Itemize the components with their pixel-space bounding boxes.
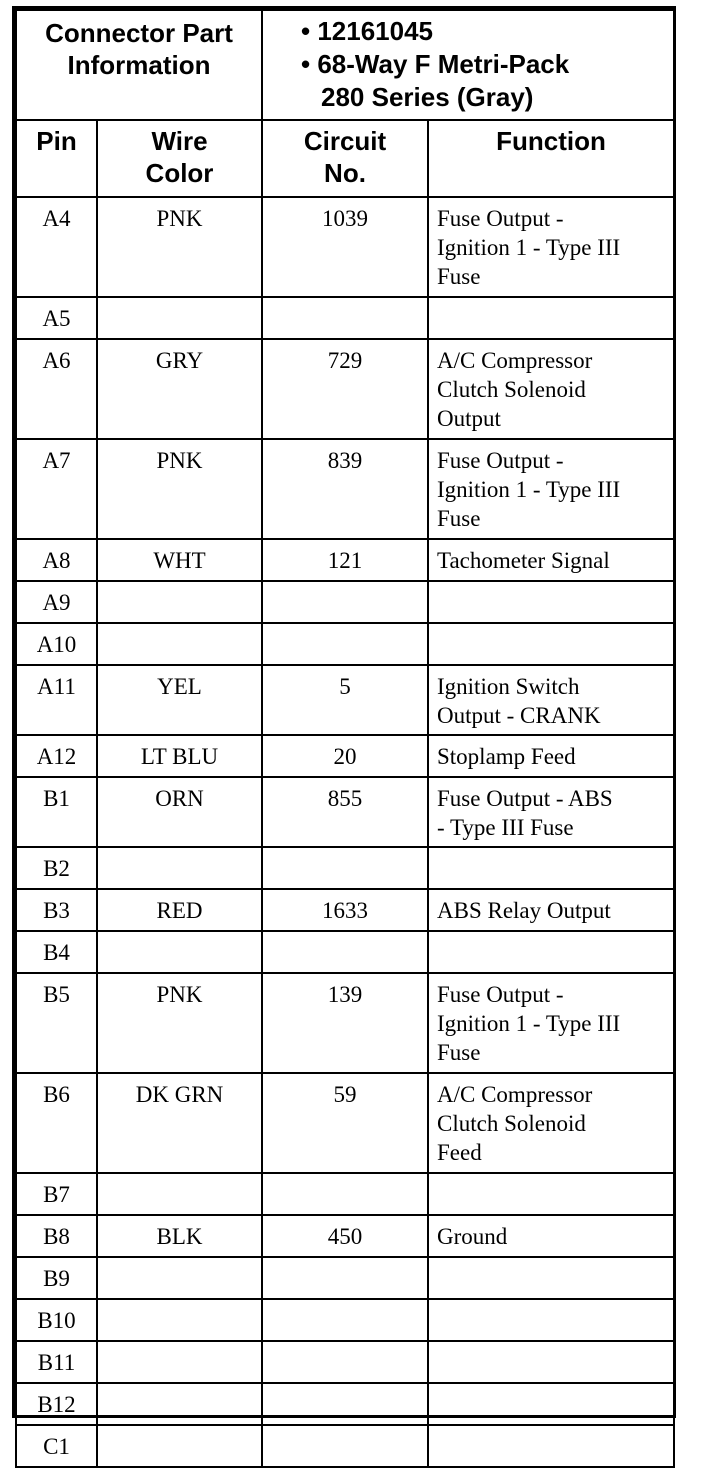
connector-part-number: • 12161045 bbox=[301, 16, 434, 46]
circuit-cell: 20 bbox=[262, 735, 428, 777]
wire-color-cell bbox=[97, 1299, 262, 1341]
column-header-wire-color bbox=[97, 120, 262, 197]
column-header-pin-label: Pin bbox=[36, 126, 77, 156]
connector-description-line1: • 68-Way F Metri-Pack bbox=[301, 49, 570, 79]
circuit-cell: 1633 bbox=[262, 889, 428, 931]
function-cell bbox=[428, 777, 674, 847]
wire-color-cell: PNK bbox=[97, 973, 262, 1073]
circuit-cell bbox=[262, 1425, 428, 1467]
wire-color-cell: PNK bbox=[97, 197, 262, 297]
wire-color-cell bbox=[97, 1383, 262, 1425]
table-row bbox=[16, 439, 674, 539]
pin-cell: B2 bbox=[16, 847, 97, 889]
circuit-cell: 450 bbox=[262, 1215, 428, 1257]
function-line: Clutch Solenoid bbox=[437, 377, 586, 402]
pin-cell: B12 bbox=[16, 1383, 97, 1425]
circuit-cell bbox=[262, 847, 428, 889]
pin-cell: A6 bbox=[16, 339, 97, 439]
circuit-cell: 139 bbox=[262, 973, 428, 1073]
function-line: Output - CRANK bbox=[437, 703, 601, 728]
function-line: Stoplamp Feed bbox=[437, 744, 576, 769]
circuit-cell bbox=[262, 623, 428, 665]
circuit-cell: 839 bbox=[262, 439, 428, 539]
wire-color-cell: ORN bbox=[97, 777, 262, 847]
wire-color-cell: GRY bbox=[97, 339, 262, 439]
column-header-wire-line1: Wire bbox=[151, 126, 208, 156]
function-line: Fuse bbox=[437, 506, 481, 531]
wire-color-cell: PNK bbox=[97, 439, 262, 539]
function-line: - Type III Fuse bbox=[437, 815, 574, 840]
table-row bbox=[16, 1341, 674, 1383]
circuit-cell bbox=[262, 1299, 428, 1341]
function-line: Tachometer Signal bbox=[437, 548, 610, 573]
connector-info-value bbox=[262, 10, 674, 120]
pin-cell: A10 bbox=[16, 623, 97, 665]
table-row bbox=[16, 197, 674, 297]
wire-color-cell bbox=[97, 847, 262, 889]
connector-label-line2: Information bbox=[67, 50, 211, 80]
connector-info-row bbox=[16, 10, 674, 120]
function-cell bbox=[428, 1341, 674, 1383]
function-line: Ignition 1 - Type III bbox=[437, 235, 621, 260]
pin-cell: B4 bbox=[16, 931, 97, 973]
wire-color-cell bbox=[97, 1257, 262, 1299]
function-cell bbox=[428, 539, 674, 581]
table-row bbox=[16, 623, 674, 665]
function-line: A/C Compressor bbox=[437, 348, 593, 373]
table-row bbox=[16, 889, 674, 931]
pin-cell: A5 bbox=[16, 297, 97, 339]
pin-cell: A8 bbox=[16, 539, 97, 581]
function-line: Fuse Output - bbox=[437, 206, 564, 231]
wire-color-cell bbox=[97, 581, 262, 623]
function-cell bbox=[428, 297, 674, 339]
function-line: ABS Relay Output bbox=[437, 898, 611, 923]
wire-color-cell: RED bbox=[97, 889, 262, 931]
column-header-circuit-no bbox=[262, 120, 428, 197]
wire-color-cell: LT BLU bbox=[97, 735, 262, 777]
circuit-cell bbox=[262, 1341, 428, 1383]
function-line: Ground bbox=[437, 1224, 508, 1249]
circuit-cell bbox=[262, 1383, 428, 1425]
pin-cell: B8 bbox=[16, 1215, 97, 1257]
function-cell bbox=[428, 735, 674, 777]
pin-cell: B3 bbox=[16, 889, 97, 931]
table-row bbox=[16, 847, 674, 889]
pin-cell: A4 bbox=[16, 197, 97, 297]
pin-cell: C1 bbox=[16, 1425, 97, 1467]
table-row bbox=[16, 339, 674, 439]
pin-cell: A9 bbox=[16, 581, 97, 623]
table-row bbox=[16, 1257, 674, 1299]
column-header-pin bbox=[16, 120, 97, 197]
pinout-rows bbox=[16, 197, 674, 1467]
function-cell bbox=[428, 197, 674, 297]
table-row bbox=[16, 539, 674, 581]
pin-cell: A11 bbox=[16, 665, 97, 735]
wire-color-cell bbox=[97, 623, 262, 665]
table-row bbox=[16, 581, 674, 623]
wire-color-cell bbox=[97, 931, 262, 973]
column-header-circuit-line2: No. bbox=[324, 158, 366, 188]
pin-cell: B6 bbox=[16, 1073, 97, 1173]
function-cell bbox=[428, 623, 674, 665]
connector-info-label bbox=[16, 10, 262, 120]
function-cell bbox=[428, 1173, 674, 1215]
function-cell bbox=[428, 581, 674, 623]
table-row bbox=[16, 1215, 674, 1257]
function-cell bbox=[428, 339, 674, 439]
function-line: Ignition 1 - Type III bbox=[437, 1011, 621, 1036]
wire-color-cell bbox=[97, 1425, 262, 1467]
function-cell bbox=[428, 931, 674, 973]
function-line: Fuse Output - bbox=[437, 448, 564, 473]
connector-table-sheet bbox=[12, 6, 676, 1459]
function-cell bbox=[428, 1257, 674, 1299]
wire-color-cell: YEL bbox=[97, 665, 262, 735]
connector-description-line2: 280 Series (Gray) bbox=[321, 82, 534, 112]
function-cell bbox=[428, 1383, 674, 1425]
circuit-cell bbox=[262, 1257, 428, 1299]
wire-color-cell bbox=[97, 1173, 262, 1215]
circuit-cell: 59 bbox=[262, 1073, 428, 1173]
circuit-cell: 729 bbox=[262, 339, 428, 439]
function-line: Fuse bbox=[437, 1040, 481, 1065]
function-line: Fuse Output - ABS bbox=[437, 786, 613, 811]
connector-label-line1: Connector Part bbox=[45, 18, 233, 48]
circuit-cell: 1039 bbox=[262, 197, 428, 297]
pin-cell: B7 bbox=[16, 1173, 97, 1215]
circuit-cell: 5 bbox=[262, 665, 428, 735]
column-header-row bbox=[16, 120, 674, 197]
function-cell bbox=[428, 1299, 674, 1341]
column-header-circuit-line1: Circuit bbox=[303, 126, 387, 156]
function-line: Ignition Switch bbox=[437, 674, 580, 699]
pin-cell: A12 bbox=[16, 735, 97, 777]
circuit-cell bbox=[262, 1173, 428, 1215]
table-row bbox=[16, 735, 674, 777]
function-cell bbox=[428, 439, 674, 539]
table-row bbox=[16, 1173, 674, 1215]
circuit-cell: 855 bbox=[262, 777, 428, 847]
function-line: Fuse Output - bbox=[437, 982, 564, 1007]
table-row bbox=[16, 777, 674, 847]
table-row bbox=[16, 1299, 674, 1341]
wire-color-cell bbox=[97, 1341, 262, 1383]
table-row bbox=[16, 1425, 674, 1467]
function-line: Output bbox=[437, 406, 501, 431]
function-cell bbox=[428, 847, 674, 889]
function-cell bbox=[428, 889, 674, 931]
table-row bbox=[16, 931, 674, 973]
function-cell bbox=[428, 1425, 674, 1467]
circuit-cell bbox=[262, 931, 428, 973]
circuit-cell bbox=[262, 581, 428, 623]
table-row bbox=[16, 297, 674, 339]
pin-cell: B10 bbox=[16, 1299, 97, 1341]
table-row bbox=[16, 665, 674, 735]
pin-cell: B11 bbox=[16, 1341, 97, 1383]
wire-color-cell bbox=[97, 297, 262, 339]
column-header-function bbox=[428, 120, 674, 197]
table-row bbox=[16, 1383, 674, 1425]
wire-color-cell: BLK bbox=[97, 1215, 262, 1257]
pin-cell: B1 bbox=[16, 777, 97, 847]
wire-color-cell: DK GRN bbox=[97, 1073, 262, 1173]
function-cell bbox=[428, 1073, 674, 1173]
table-row bbox=[16, 1073, 674, 1173]
table-row bbox=[16, 973, 674, 1073]
column-header-wire-line2: Color bbox=[145, 158, 214, 188]
connector-pinout-table bbox=[15, 9, 675, 1468]
function-line: Clutch Solenoid bbox=[437, 1111, 586, 1136]
function-line: Feed bbox=[437, 1140, 482, 1165]
function-cell bbox=[428, 973, 674, 1073]
function-line: Ignition 1 - Type III bbox=[437, 477, 621, 502]
column-header-function-label: Function bbox=[496, 126, 606, 156]
function-cell bbox=[428, 665, 674, 735]
pin-cell: B5 bbox=[16, 973, 97, 1073]
pin-cell: A7 bbox=[16, 439, 97, 539]
function-line: A/C Compressor bbox=[437, 1082, 593, 1107]
function-line: Fuse bbox=[437, 264, 481, 289]
circuit-cell bbox=[262, 297, 428, 339]
pin-cell: B9 bbox=[16, 1257, 97, 1299]
circuit-cell: 121 bbox=[262, 539, 428, 581]
wire-color-cell: WHT bbox=[97, 539, 262, 581]
function-cell bbox=[428, 1215, 674, 1257]
